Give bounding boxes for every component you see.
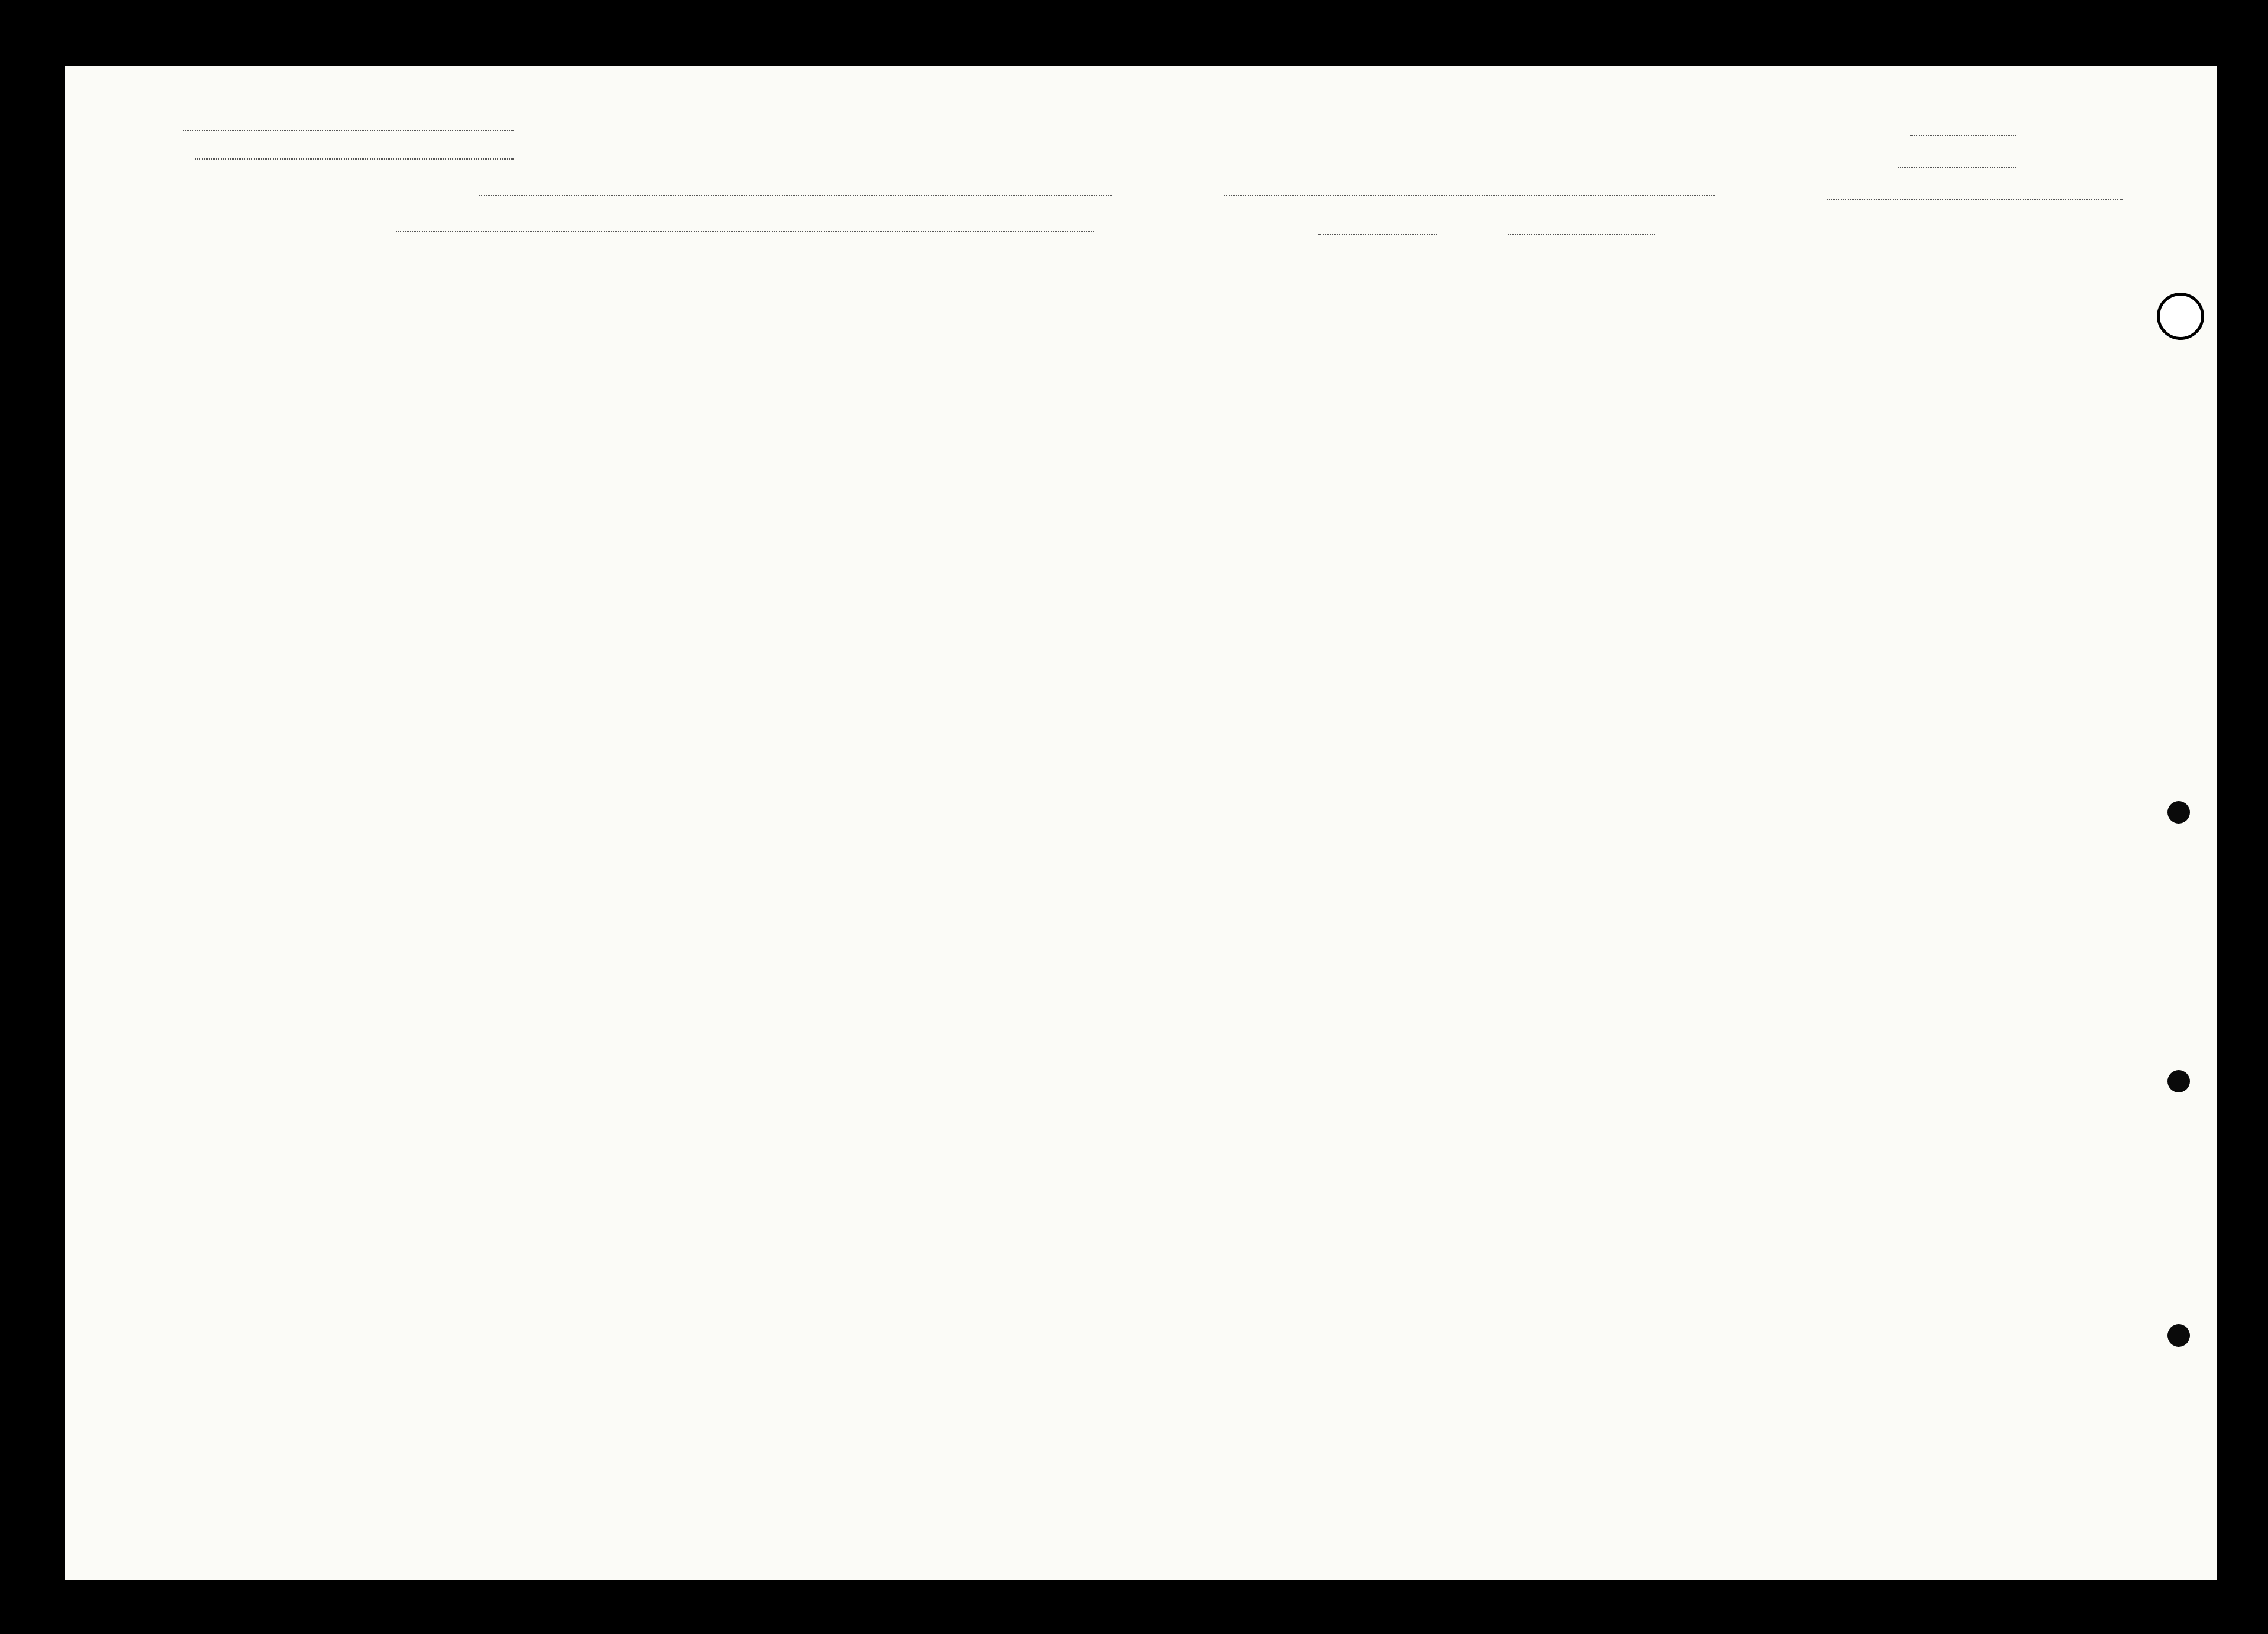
census-sheet (65, 66, 2217, 1580)
binder-hole (2167, 1070, 2190, 1092)
census-table (65, 66, 2217, 1580)
binder-hole (2167, 801, 2190, 824)
side-tab (2157, 293, 2204, 340)
binder-hole (2167, 1324, 2190, 1347)
